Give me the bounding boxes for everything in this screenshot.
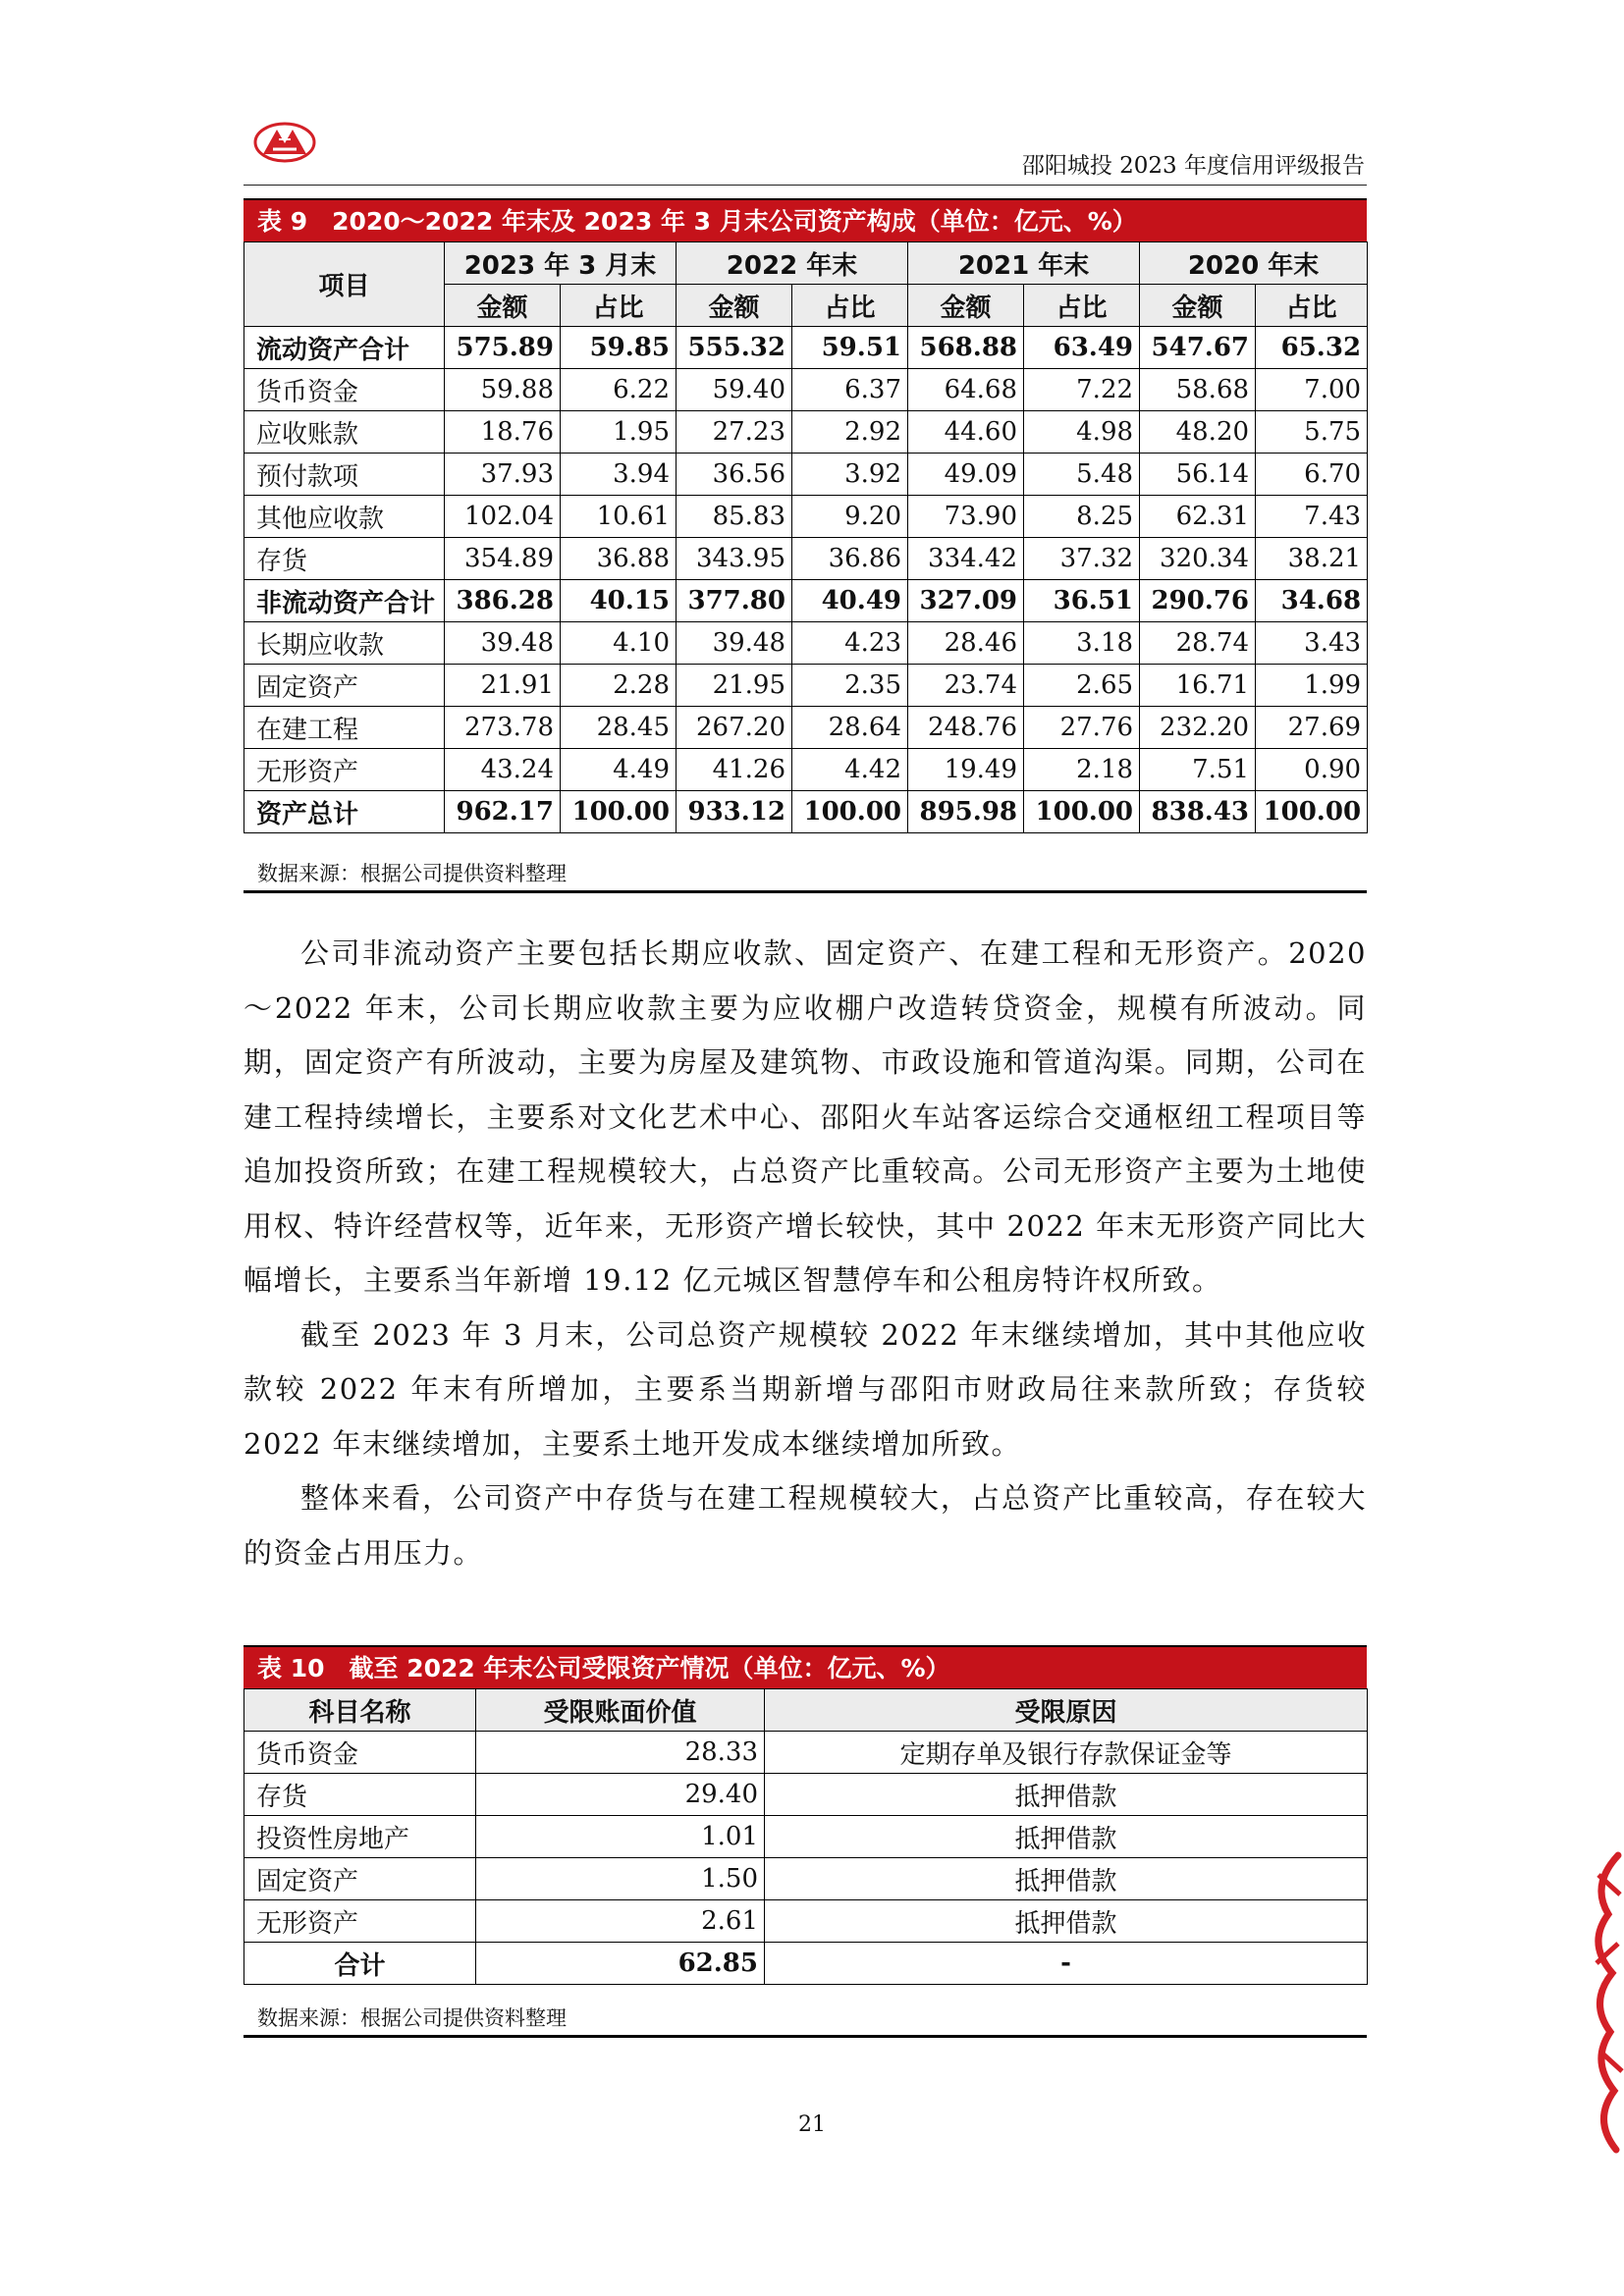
column-subheader: 占比 — [1024, 285, 1140, 327]
column-subheader: 金额 — [1140, 285, 1256, 327]
table-cell: 962.17 — [445, 791, 561, 833]
table-cell: 895.98 — [908, 791, 1024, 833]
table-cell: 存货 — [244, 1774, 476, 1816]
table-cell: 1.50 — [476, 1858, 765, 1900]
row-label: 货币资金 — [244, 369, 445, 411]
total-cell: 合计 — [244, 1943, 476, 1985]
table-cell: 58.68 — [1140, 369, 1256, 411]
paragraph: 公司非流动资产主要包括长期应收款、固定资产、在建工程和无形资产。2020～2022 年末，公司长期应收款主要为应收棚户改造转贷资金，规模有所波动。同期，固定资产有所波动，主要为房屋及建筑物、市政设施和管道沟渠。同期，公司在建工程持续增长，主要系对文化艺术中心、邵阳火车站客运综合交通枢纽工程项目等追加投资所致；在建工程规模较大，占总资产比重较高。公司无形资产主要为土地使用权、特许经营权等，近年来，无形资产增长较快，其中 2022 年末无形资产同比大幅增长，主要系当年新增 19.12 亿元城区智慧停车和公租房特许权所致。 — [244, 936, 1367, 1297]
table-row — [244, 791, 1368, 833]
table-row — [244, 1732, 1368, 1774]
table-cell: 27.69 — [1256, 707, 1368, 749]
table-cell: 抵押借款 — [765, 1774, 1368, 1816]
table-cell: 343.95 — [677, 538, 792, 580]
table-cell: 4.49 — [561, 749, 677, 791]
table-cell: 36.86 — [792, 538, 908, 580]
table-cell: 377.80 — [677, 580, 792, 622]
row-label: 在建工程 — [244, 707, 445, 749]
table-cell: 354.89 — [445, 538, 561, 580]
table-cell: 85.83 — [677, 496, 792, 538]
paragraph: 截至 2023 年 3 月末，公司总资产规模较 2022 年末继续增加，其中其他应收款较 2022 年末有所增加，主要系当期新增与邵阳市财政局往来款所致；存货较 2022 年末继续增加，主要系土地开发成本继续增加所致。 — [244, 1317, 1367, 1461]
table-cell: 3.92 — [792, 454, 908, 496]
table-cell: 334.42 — [908, 538, 1024, 580]
table-cell: 2.61 — [476, 1900, 765, 1943]
table-cell: 56.14 — [1140, 454, 1256, 496]
table-cell: 19.49 — [908, 749, 1024, 791]
table-cell: 59.88 — [445, 369, 561, 411]
table-cell: 2.92 — [792, 411, 908, 454]
table-row — [244, 1858, 1368, 1900]
table-cell: 3.18 — [1024, 622, 1140, 665]
table-cell: 2.35 — [792, 665, 908, 707]
column-header-period: 2020 年末 — [1140, 242, 1368, 285]
table-cell: 5.48 — [1024, 454, 1140, 496]
row-label: 资产总计 — [244, 791, 445, 833]
asset-composition-table — [244, 241, 1368, 833]
column-subheader: 占比 — [561, 285, 677, 327]
table-cell: 投资性房地产 — [244, 1816, 476, 1858]
table-cell: 29.40 — [476, 1774, 765, 1816]
table-cell: 0.90 — [1256, 749, 1368, 791]
table-cell: 28.33 — [476, 1732, 765, 1774]
table-cell: 9.20 — [792, 496, 908, 538]
table-cell: 49.09 — [908, 454, 1024, 496]
table-cell: 4.23 — [792, 622, 908, 665]
table-cell: 39.48 — [677, 622, 792, 665]
table-cell: 102.04 — [445, 496, 561, 538]
table-cell: 2.18 — [1024, 749, 1140, 791]
column-subheader: 金额 — [445, 285, 561, 327]
table-cell: 73.90 — [908, 496, 1024, 538]
table-cell: 28.74 — [1140, 622, 1256, 665]
table-row — [244, 707, 1368, 749]
table-cell: 64.68 — [908, 369, 1024, 411]
table10-caption: 表 10 截至 2022 年末公司受限资产情况（单位：亿元、%） — [244, 1645, 1367, 1688]
table-cell: 568.88 — [908, 327, 1024, 369]
row-label: 长期应收款 — [244, 622, 445, 665]
column-subheader: 金额 — [677, 285, 792, 327]
table-row — [244, 749, 1368, 791]
table-cell: 18.76 — [445, 411, 561, 454]
table-cell: 3.43 — [1256, 622, 1368, 665]
table-cell: 34.68 — [1256, 580, 1368, 622]
table-row — [244, 496, 1368, 538]
column-header-item: 项目 — [244, 242, 445, 327]
column-header-period: 2021 年末 — [908, 242, 1140, 285]
table-cell: 4.10 — [561, 622, 677, 665]
table-cell: 10.61 — [561, 496, 677, 538]
row-label: 预付款项 — [244, 454, 445, 496]
table-row — [244, 1774, 1368, 1816]
table-cell: 838.43 — [1140, 791, 1256, 833]
column-header-value: 受限账面价值 — [476, 1689, 765, 1732]
table-row — [244, 622, 1368, 665]
table-cell: 5.75 — [1256, 411, 1368, 454]
table-cell: 7.00 — [1256, 369, 1368, 411]
table-row — [244, 411, 1368, 454]
table-cell: 39.48 — [445, 622, 561, 665]
table-cell: 无形资产 — [244, 1900, 476, 1943]
total-cell: 62.85 — [476, 1943, 765, 1985]
table-cell: 6.37 — [792, 369, 908, 411]
column-subheader: 占比 — [1256, 285, 1368, 327]
table-cell: 抵押借款 — [765, 1858, 1368, 1900]
header-title: 邵阳城投 2023 年度信用评级报告 — [1021, 153, 1365, 179]
table-cell: 100.00 — [1024, 791, 1140, 833]
table-cell: 27.23 — [677, 411, 792, 454]
table-cell: 232.20 — [1140, 707, 1256, 749]
company-logo-icon — [253, 122, 316, 163]
page-number: 21 — [798, 2112, 826, 2137]
table-cell: 290.76 — [1140, 580, 1256, 622]
total-cell: - — [765, 1943, 1368, 1985]
row-label: 应收账款 — [244, 411, 445, 454]
table-cell: 1.01 — [476, 1816, 765, 1858]
table-cell: 抵押借款 — [765, 1900, 1368, 1943]
table-cell: 6.22 — [561, 369, 677, 411]
row-label: 非流动资产合计 — [244, 580, 445, 622]
paragraph: 整体来看，公司资产中存货与在建工程规模较大，占总资产比重较高，存在较大的资金占用压力。 — [244, 1481, 1367, 1570]
table-cell: 267.20 — [677, 707, 792, 749]
table-cell: 100.00 — [792, 791, 908, 833]
table-cell: 2.28 — [561, 665, 677, 707]
table-cell: 38.21 — [1256, 538, 1368, 580]
table-cell: 320.34 — [1140, 538, 1256, 580]
column-subheader: 金额 — [908, 285, 1024, 327]
table-cell: 37.93 — [445, 454, 561, 496]
table-cell: 575.89 — [445, 327, 561, 369]
column-header-reason: 受限原因 — [765, 1689, 1368, 1732]
column-header-period: 2023 年 3 月末 — [445, 242, 677, 285]
total-row — [244, 1943, 1368, 1985]
table-cell: 63.49 — [1024, 327, 1140, 369]
table-cell: 7.43 — [1256, 496, 1368, 538]
table-cell: 7.22 — [1024, 369, 1140, 411]
row-label: 固定资产 — [244, 665, 445, 707]
red-seal-stamp-icon — [1579, 1845, 1624, 2160]
table-cell: 386.28 — [445, 580, 561, 622]
table-cell: 6.70 — [1256, 454, 1368, 496]
row-label: 存货 — [244, 538, 445, 580]
table-row — [244, 538, 1368, 580]
table-cell: 43.24 — [445, 749, 561, 791]
column-header-period: 2022 年末 — [677, 242, 908, 285]
table-cell: 4.42 — [792, 749, 908, 791]
table-row — [244, 454, 1368, 496]
table-cell: 固定资产 — [244, 1858, 476, 1900]
table-cell: 40.49 — [792, 580, 908, 622]
table-cell: 36.88 — [561, 538, 677, 580]
table-cell: 7.51 — [1140, 749, 1256, 791]
table-cell: 248.76 — [908, 707, 1024, 749]
table-cell: 3.94 — [561, 454, 677, 496]
table-cell: 36.56 — [677, 454, 792, 496]
table-cell: 36.51 — [1024, 580, 1140, 622]
table-cell: 37.32 — [1024, 538, 1140, 580]
table-cell: 28.64 — [792, 707, 908, 749]
column-header-account: 科目名称 — [244, 1689, 476, 1732]
table-cell: 21.91 — [445, 665, 561, 707]
table-cell: 48.20 — [1140, 411, 1256, 454]
table-cell: 28.46 — [908, 622, 1024, 665]
table-cell: 547.67 — [1140, 327, 1256, 369]
table-cell: 8.25 — [1024, 496, 1140, 538]
table-cell: 62.31 — [1140, 496, 1256, 538]
table-row — [244, 665, 1368, 707]
header-divider — [244, 185, 1367, 186]
table-row — [244, 327, 1368, 369]
table-cell: 4.98 — [1024, 411, 1140, 454]
table-cell: 327.09 — [908, 580, 1024, 622]
restricted-assets-table — [244, 1688, 1368, 1985]
table-cell: 59.51 — [792, 327, 908, 369]
table-cell: 货币资金 — [244, 1732, 476, 1774]
table-cell: 1.99 — [1256, 665, 1368, 707]
table-cell: 59.40 — [677, 369, 792, 411]
table-cell: 65.32 — [1256, 327, 1368, 369]
table10-source-note: 数据来源：根据公司提供资料整理 — [244, 1999, 1367, 2038]
table-cell: 100.00 — [561, 791, 677, 833]
table-cell: 定期存单及银行存款保证金等 — [765, 1732, 1368, 1774]
table-cell: 41.26 — [677, 749, 792, 791]
table-cell: 1.95 — [561, 411, 677, 454]
column-subheader: 占比 — [792, 285, 908, 327]
table9-caption: 表 9 2020～2022 年末及 2023 年 3 月末公司资产构成（单位：亿元、%） — [244, 198, 1367, 241]
table-cell: 28.45 — [561, 707, 677, 749]
table-row — [244, 1816, 1368, 1858]
body-text — [244, 927, 1367, 1580]
row-label: 无形资产 — [244, 749, 445, 791]
table-cell: 2.65 — [1024, 665, 1140, 707]
table-row — [244, 369, 1368, 411]
table-cell: 44.60 — [908, 411, 1024, 454]
row-label: 流动资产合计 — [244, 327, 445, 369]
table-cell: 933.12 — [677, 791, 792, 833]
table-row — [244, 1900, 1368, 1943]
row-label: 其他应收款 — [244, 496, 445, 538]
table-row — [244, 580, 1368, 622]
table-cell: 40.15 — [561, 580, 677, 622]
table-cell: 59.85 — [561, 327, 677, 369]
table-cell: 16.71 — [1140, 665, 1256, 707]
table-cell: 273.78 — [445, 707, 561, 749]
table-cell: 555.32 — [677, 327, 792, 369]
table9-source-note: 数据来源：根据公司提供资料整理 — [244, 854, 1367, 893]
table-cell: 抵押借款 — [765, 1816, 1368, 1858]
table-cell: 21.95 — [677, 665, 792, 707]
table-cell: 27.76 — [1024, 707, 1140, 749]
table-cell: 100.00 — [1256, 791, 1368, 833]
table-cell: 23.74 — [908, 665, 1024, 707]
